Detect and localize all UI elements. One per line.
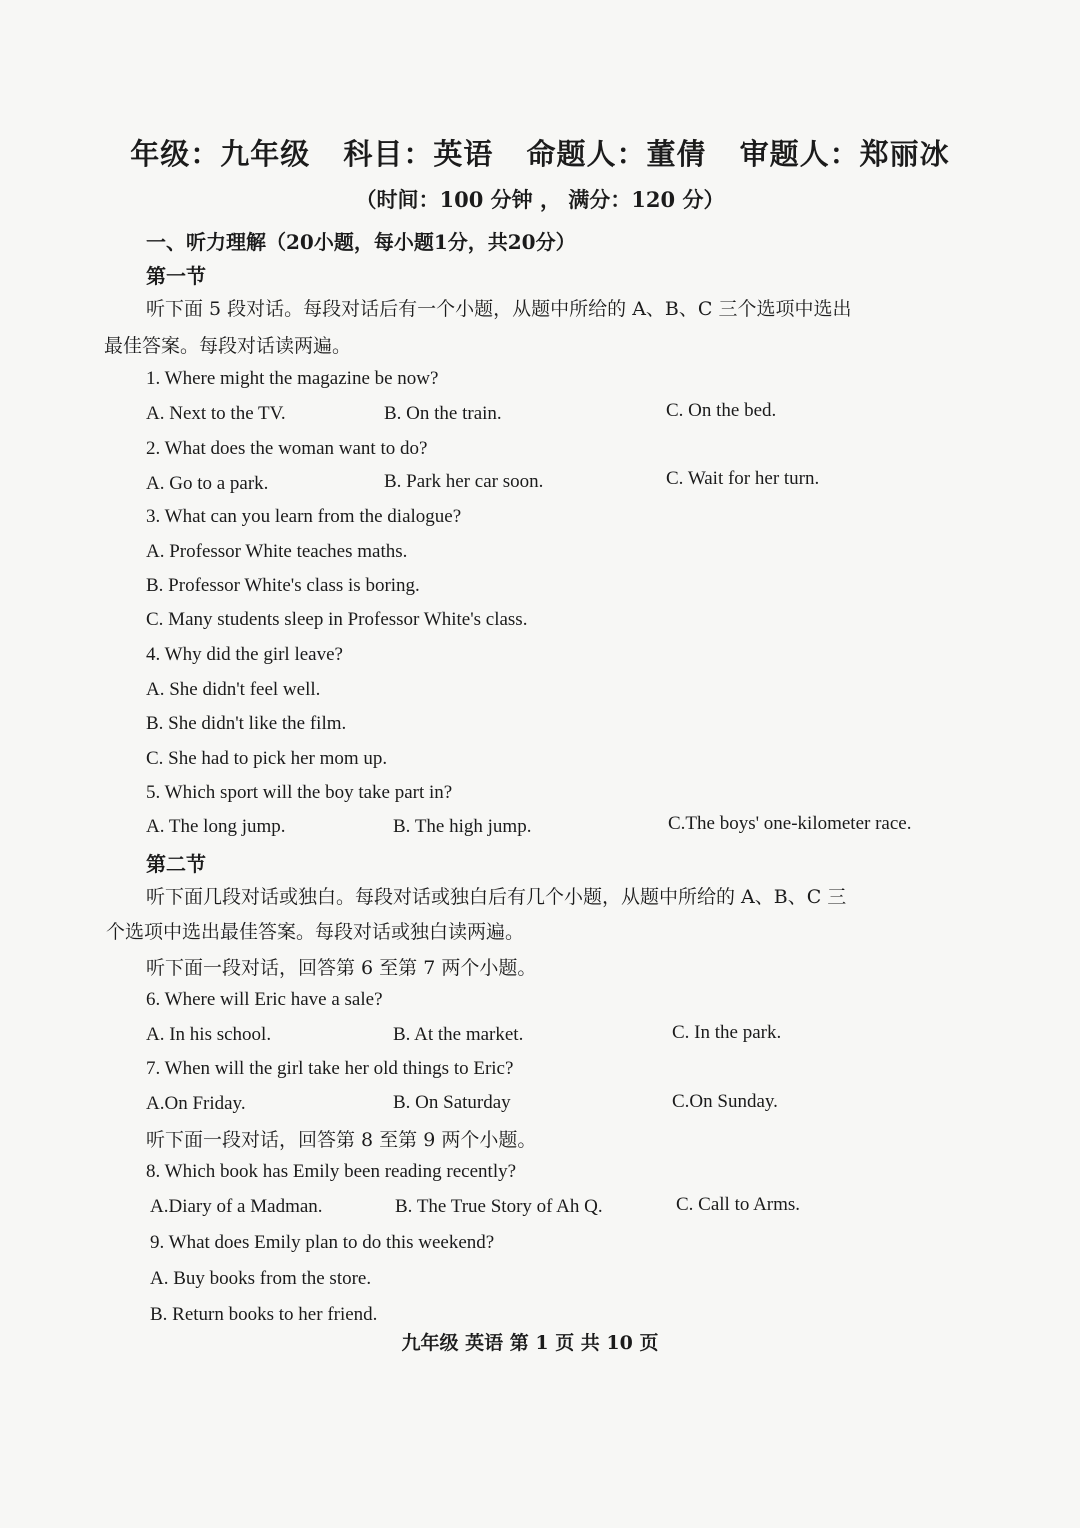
section2-instruction-line1: 听下面几段对话或独白。每段对话或独白后有几个小题，从题中所给的 A、B、C 三 (146, 886, 847, 908)
question-1-option-b: B. On the train. (384, 403, 502, 424)
reviewer-label: 审题人：郑丽冰 (739, 137, 950, 171)
section2-instruction-line2: 个选项中选出最佳答案。每段对话或独白读两遍。 (106, 921, 525, 943)
section1-label: 第一节 (146, 264, 206, 288)
question-8-option-b: B. The True Story of Ah Q. (395, 1196, 603, 1217)
exam-header (0, 132, 1080, 173)
question-1-option-c: C. On the bed. (666, 400, 777, 421)
question-2-option-b: B. Park her car soon. (384, 471, 544, 492)
question-7-option-b: B. On Saturday (393, 1092, 511, 1113)
question-6-stem: 6. Where will Eric have a sale? (146, 989, 383, 1010)
question-6-option-a: A. In his school. (146, 1024, 272, 1045)
question-7-option-a: A.On Friday. (146, 1093, 246, 1114)
question-9-option-a: A. Buy books from the store. (150, 1268, 372, 1289)
question-8-option-c: C. Call to Arms. (676, 1194, 801, 1215)
grade-label: 年级：九年级 (130, 137, 311, 171)
question-3-option-a: A. Professor White teaches maths. (146, 541, 408, 562)
question-5-option-c: C.The boys' one-kilometer race. (668, 813, 912, 834)
question-5-option-b: B. The high jump. (393, 816, 532, 837)
intro-questions-8-9: 听下面一段对话，回答第 8 至第 9 两个小题。 (146, 1129, 537, 1151)
question-5-option-a: A. The long jump. (146, 816, 286, 837)
question-5-stem: 5. Which sport will the boy take part in? (146, 782, 453, 803)
setter-label: 命题人：董倩 (526, 137, 707, 171)
question-4-option-a: A. She didn't feel well. (146, 679, 321, 700)
question-2-option-c: C. Wait for her turn. (666, 468, 820, 489)
question-9-stem: 9. What does Emily plan to do this weekend? (150, 1232, 495, 1253)
section1-instruction-line2: 最佳答案。每段对话读两遍。 (104, 335, 352, 357)
question-2-option-a: A. Go to a park. (146, 473, 269, 494)
question-3-option-b: B. Professor White's class is boring. (146, 575, 420, 596)
question-8-stem: 8. Which book has Emily been reading recently? (146, 1161, 517, 1182)
question-6-option-c: C. In the park. (672, 1022, 782, 1043)
part1-title: 一、听力理解（20小题，每小题1分，共20分） (146, 230, 576, 254)
section2-label: 第二节 (146, 852, 206, 876)
question-1-option-a: A. Next to the TV. (146, 403, 286, 424)
question-4-option-b: B. She didn't like the film. (146, 713, 347, 734)
subject-label: 科目：英语 (343, 137, 494, 171)
question-1-stem: 1. Where might the magazine be now? (146, 368, 439, 389)
question-9-option-b: B. Return books to her friend. (150, 1304, 378, 1325)
page-footer: 九年级 英语 第 1 页 共 10 页 (401, 1332, 659, 1354)
question-4-option-c: C. She had to pick her mom up. (146, 748, 388, 769)
question-4-stem: 4. Why did the girl leave? (146, 644, 343, 665)
question-6-option-b: B. At the market. (393, 1024, 524, 1045)
question-2-stem: 2. What does the woman want to do? (146, 438, 428, 459)
question-3-stem: 3. What can you learn from the dialogue? (146, 506, 462, 527)
question-7-option-c: C.On Sunday. (672, 1091, 778, 1112)
intro-questions-6-7: 听下面一段对话，回答第 6 至第 7 两个小题。 (146, 957, 537, 979)
section1-instruction-line1: 听下面 5 段对话。每段对话后有一个小题，从题中所给的 A、B、C 三个选项中选出 (146, 298, 852, 320)
question-3-option-c: C. Many students sleep in Professor White's class. (146, 609, 528, 630)
question-7-stem: 7. When will the girl take her old things to Eric? (146, 1058, 514, 1079)
time-score-line: （时间：100 分钟 ， 满分：120 分） (355, 187, 725, 212)
question-8-option-a: A.Diary of a Madman. (150, 1196, 323, 1217)
